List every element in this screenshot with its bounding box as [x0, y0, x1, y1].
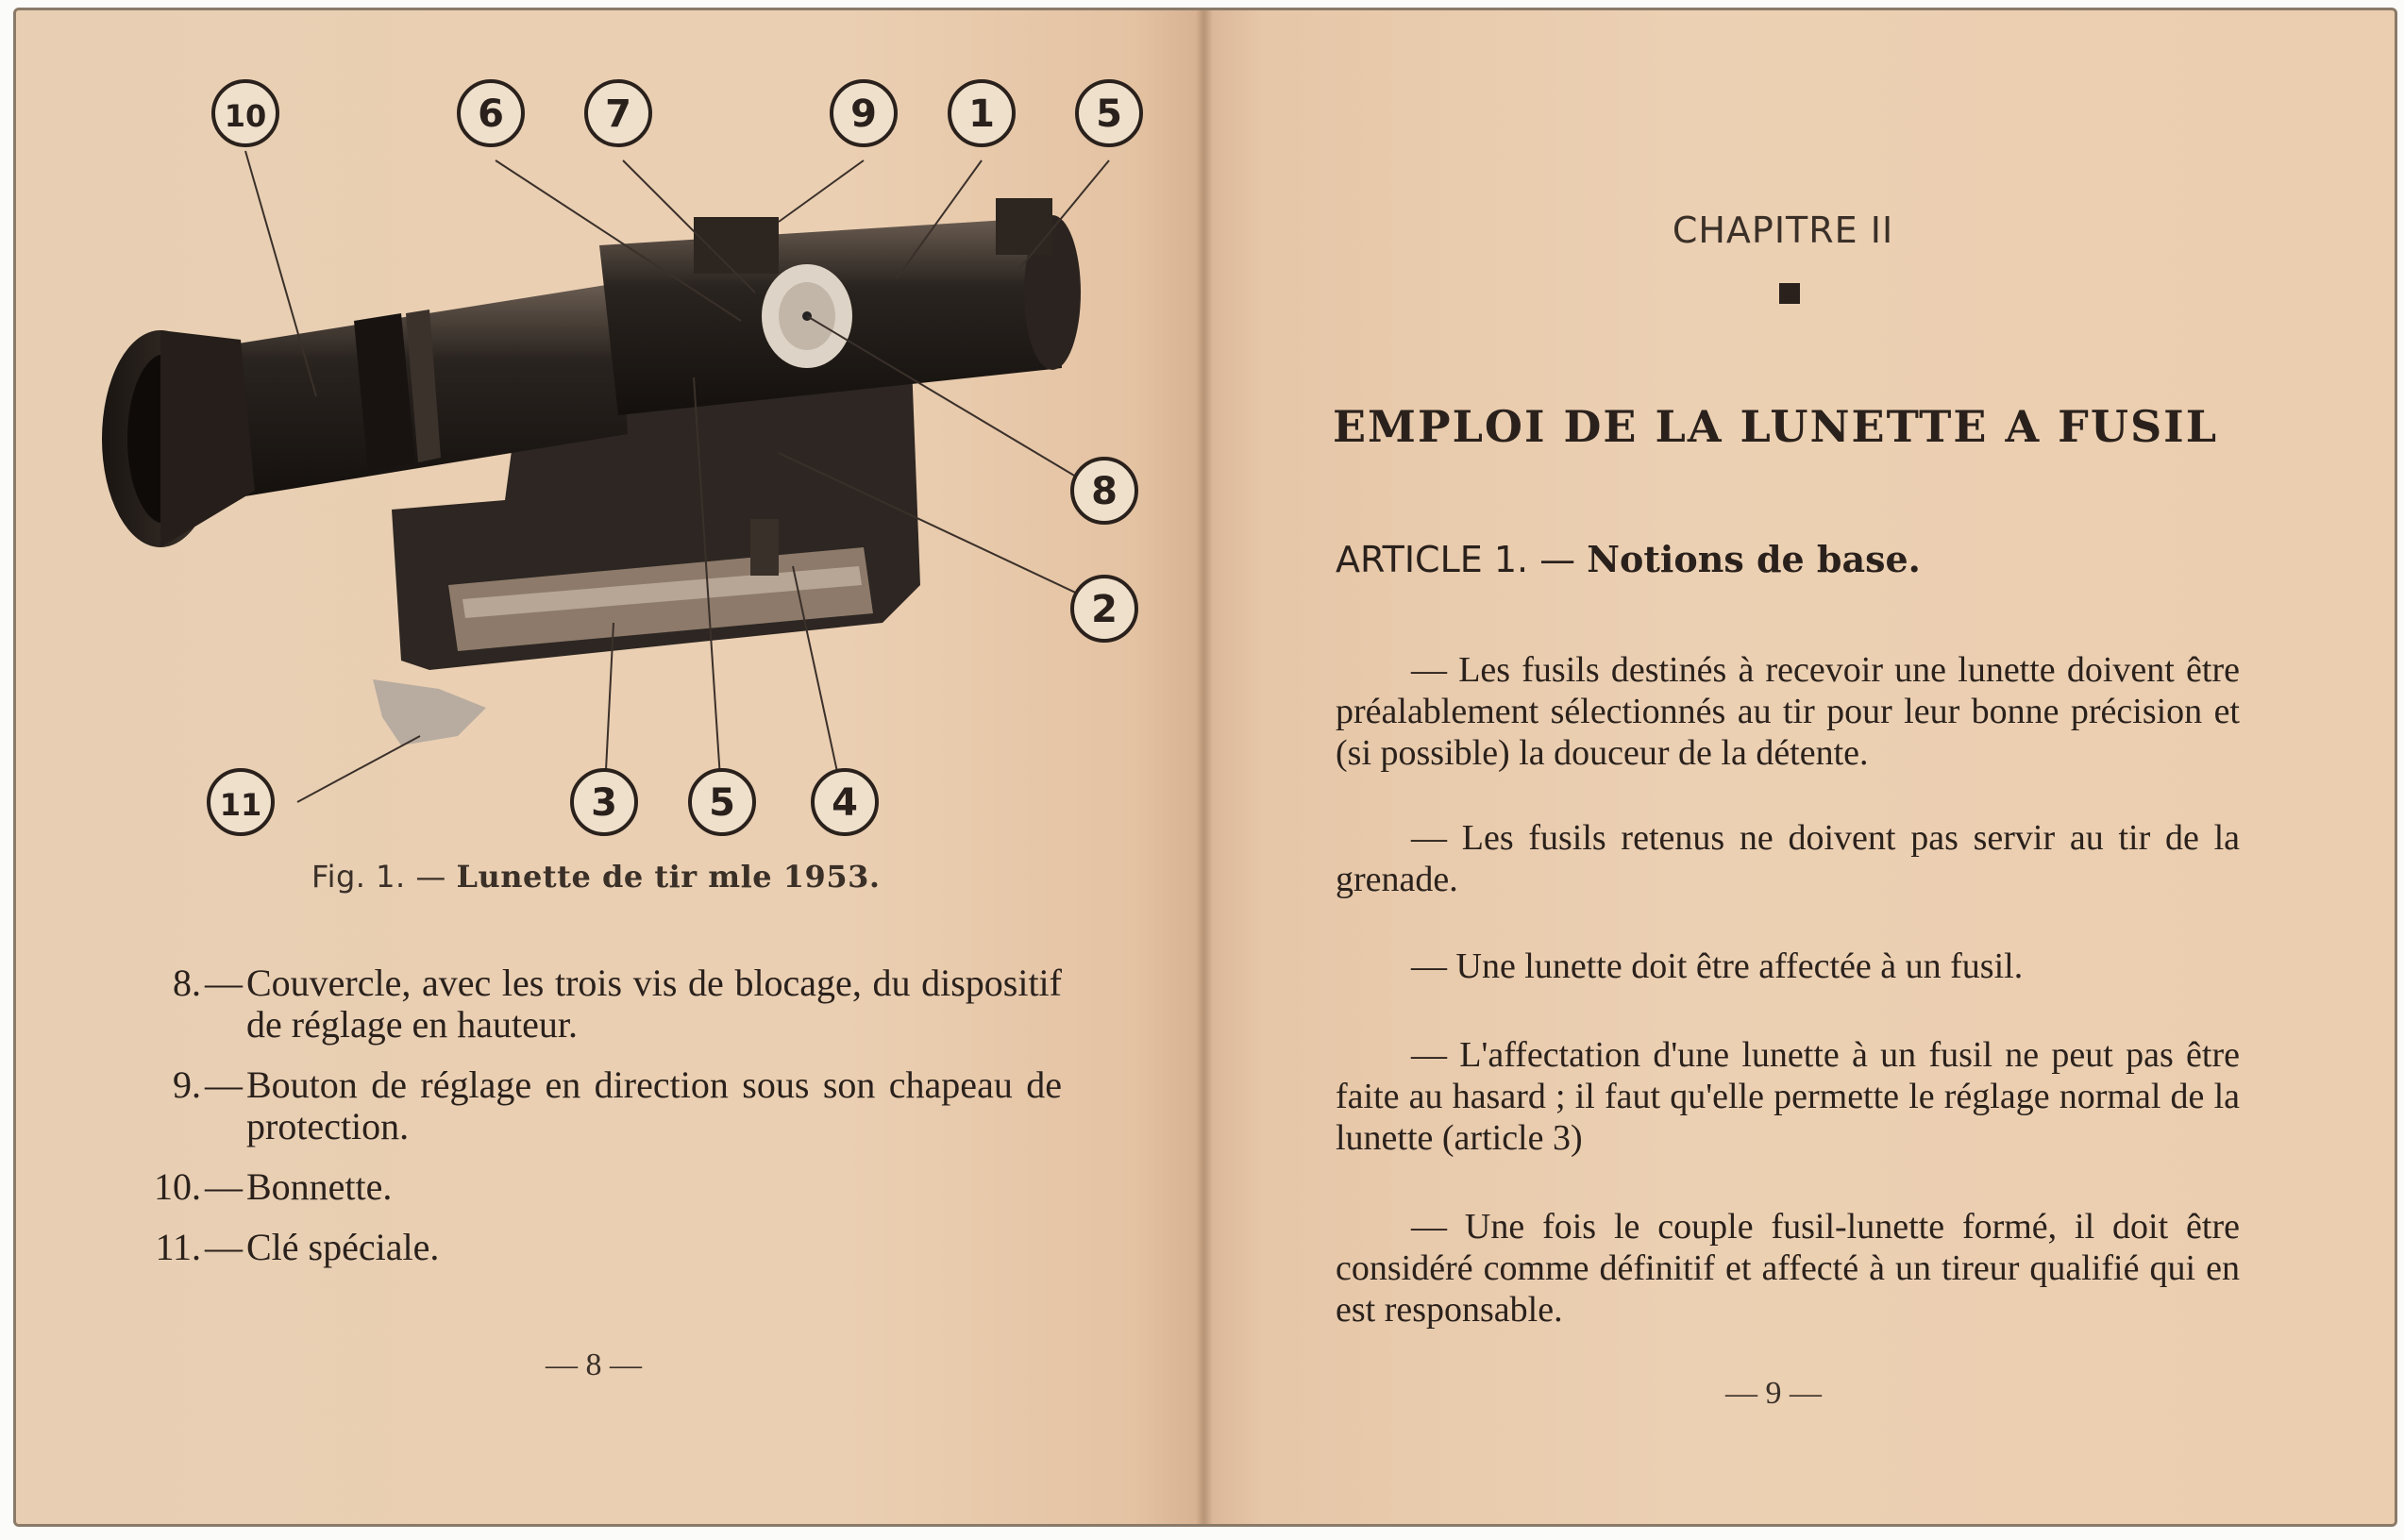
paragraph: — L'affectation d'une lunette à un fusil ne peut pas être faite au hasard ; il faut qu'elle permette le réglage normal de la lunette (article 3): [1336, 1035, 2240, 1158]
callout-1: [950, 81, 1014, 145]
callout-3: [572, 770, 636, 834]
callout-6: [459, 81, 523, 145]
figure-caption-title: Lunette de tir mle 1953.: [456, 859, 881, 895]
article-label: ARTICLE 1. —: [1336, 539, 1576, 580]
callout-2: [1072, 577, 1136, 641]
svg-text:11: 11: [219, 787, 262, 823]
scope-figure: [90, 57, 1166, 868]
legend-item: 11. — Clé spéciale.: [90, 1227, 1062, 1268]
callout-9: [832, 81, 896, 145]
page-number-left: — 8 —: [546, 1348, 642, 1382]
figure-caption: [311, 859, 880, 895]
svg-text:3: 3: [591, 781, 617, 825]
callout-11: [209, 770, 273, 834]
legend-item: 8. — Couvercle, avec les trois vis de blocage, du dispositif de réglage en hauteur.: [90, 962, 1062, 1046]
callout-5: [690, 770, 754, 834]
parts-legend: [156, 962, 1062, 1287]
article-heading: [1336, 538, 1921, 580]
paragraph: — Les fusils retenus ne doivent pas servir au tir de la grenade.: [1336, 818, 2240, 899]
ornament-square: [1779, 283, 1800, 304]
chapter-heading: CHAPITRE II: [1672, 209, 1894, 251]
callout-4: [813, 770, 877, 834]
legend-item: 10. — Bonnette.: [90, 1166, 1062, 1208]
svg-text:4: 4: [832, 781, 858, 825]
legend-number: 11.: [155, 1226, 201, 1268]
figure-caption-label: Fig. 1. —: [311, 859, 446, 895]
svg-text:8: 8: [1091, 470, 1118, 513]
legend-number: 9.: [173, 1063, 201, 1106]
callout-10: [213, 81, 277, 145]
paragraph: — Une fois le couple fusil-lunette formé, il doit être considéré comme définitif et affecté à un tireur qualifié qui en est responsable.: [1336, 1207, 2240, 1330]
svg-text:9: 9: [850, 92, 877, 136]
article-title: Notions de base.: [1587, 538, 1921, 580]
page-number-right: — 9 —: [1725, 1376, 1822, 1411]
legend-text: Bouton de réglage en direction sous son chapeau de protection.: [246, 1063, 1062, 1147]
svg-text:1: 1: [968, 92, 995, 136]
legend-text: Clé spéciale.: [246, 1226, 440, 1268]
callout-8: [1072, 459, 1136, 523]
legend-number: 10.: [154, 1165, 201, 1208]
paragraph: — Une lunette doit être affectée à un fusil.: [1411, 946, 2024, 986]
svg-text:10: 10: [224, 98, 267, 134]
svg-text:7: 7: [605, 92, 631, 136]
legend-number: 8.: [173, 962, 201, 1004]
callout-7: [586, 81, 650, 145]
special-key: [373, 679, 486, 745]
callout-5: [1077, 81, 1141, 145]
svg-text:2: 2: [1091, 588, 1118, 631]
legend-text: Bonnette.: [246, 1165, 393, 1208]
svg-text:5: 5: [1096, 92, 1122, 136]
legend-item: 9. — Bouton de réglage en direction sous son chapeau de protection.: [90, 1064, 1062, 1147]
svg-text:6: 6: [478, 92, 504, 136]
legend-text: Couvercle, avec les trois vis de blocage, du dispositif de réglage en hauteur.: [246, 962, 1062, 1046]
svg-text:5: 5: [709, 781, 735, 825]
chapter-title: EMPLOI DE LA LUNETTE A FUSIL: [1333, 401, 2219, 452]
paragraph: — Les fusils destinés à recevoir une lunette doivent être préalablement sélectionnés au tir pour leur bonne précision et (si possible) la douceur de la détente.: [1336, 650, 2240, 773]
